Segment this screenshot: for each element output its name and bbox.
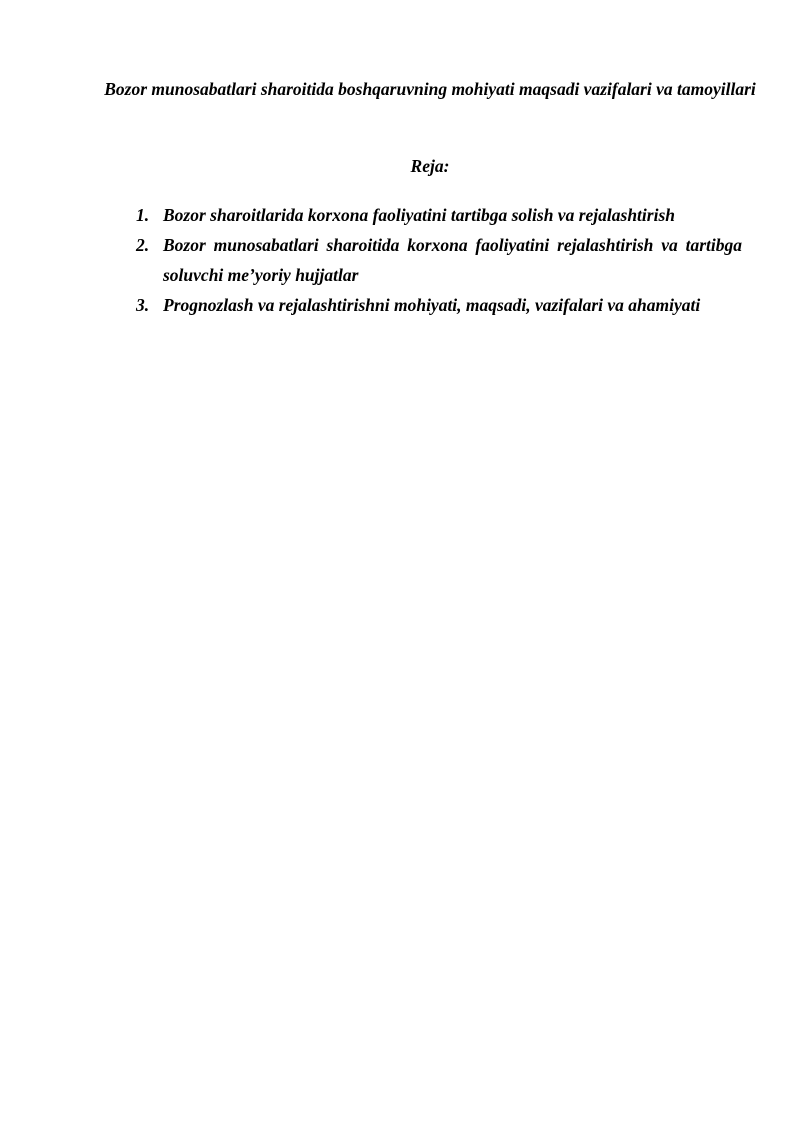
plan-item-text: Bozor munosabatlari sharoitida korxona faoliyatini rejalashtirish va tartibga soluvchi me’yoriy hujjatlar — [163, 235, 742, 285]
document-title: Bozor munosabatlari sharoitida boshqaruvning mohiyati maqsadi vazifalari va tamoyillari — [104, 79, 756, 99]
plan-item-2 — [136, 230, 742, 290]
plan-item-1 — [136, 200, 742, 230]
plan-heading: Reja: — [410, 156, 450, 176]
plan-item-number: 3. — [136, 295, 150, 315]
plan-item-text: Prognozlash va rejalashtirishni mohiyati, maqsadi, vazifalari va ahamiyati — [163, 295, 701, 315]
plan-item-text: Bozor sharoitlarida korxona faoliyatini tartibga solish va rejalashtirish — [163, 205, 675, 225]
plan-item-number: 2. — [136, 235, 150, 255]
plan-item-number: 1. — [136, 205, 150, 225]
plan-list — [136, 200, 742, 320]
plan-item-3 — [136, 290, 742, 320]
